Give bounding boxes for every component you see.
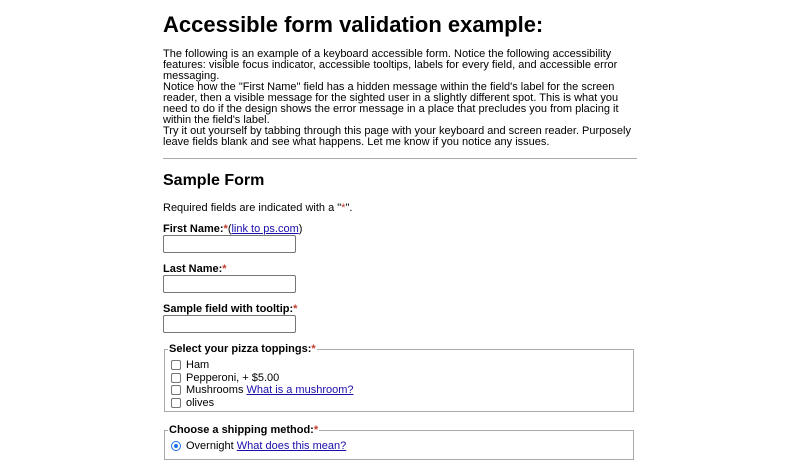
last-name-required-star: * (222, 263, 227, 275)
last-name-input[interactable] (163, 275, 296, 293)
topping-option-mushrooms[interactable] (171, 383, 354, 396)
required-note (163, 202, 352, 214)
topping-checkbox-mushrooms[interactable] (171, 385, 181, 395)
required-note-suffix: ". (345, 202, 353, 214)
tooltip-field-input[interactable] (163, 315, 296, 333)
toppings-fieldset (164, 343, 634, 412)
topping-label-ham: Ham (186, 358, 210, 371)
shipping-required-star: * (313, 424, 319, 436)
first-name-label-text: First Name: (163, 223, 224, 235)
shipping-legend-text: Choose a shipping method: (169, 424, 314, 436)
shipping-label-overnight: Overnight (186, 439, 234, 452)
topping-checkbox-ham[interactable] (171, 360, 181, 370)
topping-label-mushrooms: Mushrooms (186, 383, 244, 396)
tooltip-field-label (163, 303, 297, 315)
form-title: Sample Form (163, 172, 265, 189)
last-name-label (163, 263, 227, 275)
topping-label-olives: olives (186, 396, 215, 409)
first-name-link-open: ( (227, 223, 232, 235)
topping-checkbox-olives[interactable] (171, 398, 181, 408)
last-name-label-text: Last Name: (163, 263, 223, 275)
shipping-radio-overnight[interactable] (171, 441, 181, 451)
shipping-option-overnight[interactable] (171, 439, 346, 452)
required-note-prefix: Required fields are indicated with a " (163, 202, 342, 214)
section-divider (163, 158, 637, 159)
toppings-legend-text: Select your pizza toppings: (169, 343, 312, 355)
shipping-fieldset (164, 424, 634, 460)
mushroom-help-link[interactable]: What is a mushroom? (246, 383, 354, 396)
tooltip-field-required-star: * (293, 303, 298, 315)
intro-paragraph-3: Try it out yourself by tabbing through this page with your keyboard and screen reader. Purposely leave fields blank and see what happens. Let me know if you notice any issues. (163, 125, 631, 148)
first-name-link-close: ) (298, 223, 303, 235)
first-name-required-star: * (223, 223, 228, 235)
overnight-help-link[interactable]: What does this mean? (236, 439, 347, 452)
toppings-required-star: * (311, 343, 316, 355)
shipping-legend (168, 424, 319, 436)
first-name-input[interactable] (163, 235, 296, 253)
toppings-legend (168, 343, 317, 355)
topping-label-pepperoni: Pepperoni, + $5.00 (186, 371, 280, 384)
intro-paragraph-2: Notice how the "First Name" field has a hidden message within the field's label for the screen reader, then a visible message for the sighted user in a slightly different spot. This is what you need to do if the design shows the error message in a place that precludes you from placing it within the field's label. (163, 81, 619, 126)
topping-option-ham[interactable] (171, 358, 209, 371)
topping-option-olives[interactable] (171, 396, 214, 409)
intro-paragraph-1: The following is an example of a keyboard accessible form. Notice the following accessibility features: visible focus indicator, accessible tooltips, labels for every field, and accessible error messaging. (163, 48, 618, 82)
topping-checkbox-pepperoni[interactable] (171, 373, 181, 383)
tooltip-field-label-text: Sample field with tooltip: (163, 303, 294, 315)
page-title: Accessible form validation example: (163, 12, 544, 37)
required-star: * (341, 202, 346, 214)
ps-com-link[interactable]: link to ps.com (231, 223, 299, 235)
first-name-label (163, 223, 302, 235)
